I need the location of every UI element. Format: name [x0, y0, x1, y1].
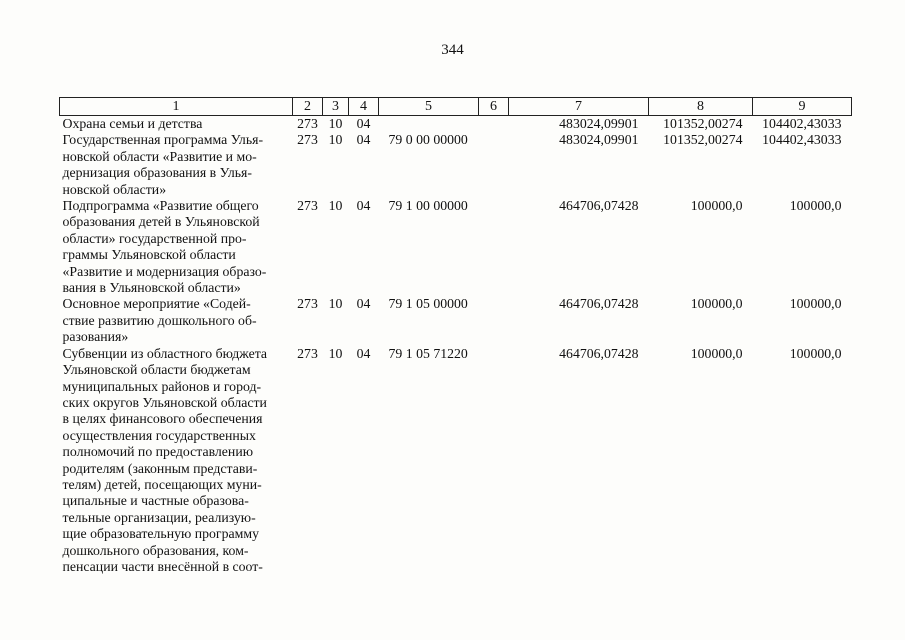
ministry-code-cell: 273 — [297, 116, 318, 131]
item-name-cell — [60, 296, 293, 345]
amount-col8-cell: 100000,0 — [690, 345, 743, 361]
amount-col7-cell: 483024,09901 — [559, 132, 639, 148]
item-name-line: Подпрограмма «Развитие общего — [62, 198, 259, 214]
subsection-code-cell: 04 — [356, 345, 371, 361]
amount-col8-cell: 101352,00274 — [663, 116, 743, 131]
column-header: 3 — [323, 98, 349, 116]
expense-type-cell — [479, 346, 509, 576]
item-name-line: осуществления государственных — [62, 427, 256, 443]
amount-col7-cell: 483024,09901 — [559, 116, 639, 131]
table-row — [60, 116, 852, 133]
amount-col9-cell: 100000,0 — [789, 198, 842, 214]
subsection-code-cell: 04 — [356, 116, 371, 131]
item-name-line: Ульяновской области бюджетам — [62, 362, 251, 378]
item-name-line: образования детей в Ульяновской — [62, 214, 260, 230]
item-name-cell — [60, 346, 293, 576]
item-name-line: ствие развитию дошкольного об- — [62, 312, 257, 328]
expense-type-cell — [479, 116, 509, 133]
table-header-row — [60, 98, 852, 116]
item-name-line: родителям (законным представи- — [62, 460, 258, 476]
item-name-line: муниципальных районов и город- — [62, 378, 262, 394]
item-name-line: разования» — [62, 329, 129, 345]
expense-type-cell — [479, 296, 509, 345]
target-article-cell: 79 0 00 00000 — [388, 132, 468, 148]
amount-col9-cell: 100000,0 — [789, 296, 842, 312]
column-header: 6 — [479, 98, 509, 116]
column-header: 7 — [509, 98, 649, 116]
item-name-cell — [60, 132, 293, 198]
amount-col7-cell: 464706,07428 — [559, 345, 639, 361]
item-name-line: новской области» — [62, 181, 167, 197]
section-code-cell: 10 — [328, 345, 343, 361]
table-row — [60, 296, 852, 345]
ministry-code-cell: 273 — [297, 296, 318, 312]
item-name-line: тельные организации, реализую- — [62, 509, 256, 525]
section-code-cell: 10 — [328, 198, 343, 214]
amount-col7-cell: 464706,07428 — [559, 198, 639, 214]
amount-col9-cell: 100000,0 — [789, 345, 842, 361]
item-name-line: щие образовательную программу — [62, 526, 259, 542]
section-code-cell: 10 — [328, 132, 343, 148]
amount-col8-cell: 100000,0 — [690, 296, 743, 312]
item-name-line: телям) детей, посещающих муни- — [62, 476, 262, 492]
item-name-line: дошкольного образования, ком- — [62, 542, 249, 558]
page-number: 344 — [441, 42, 464, 58]
item-name-line: граммы Ульяновской области — [62, 247, 236, 263]
item-name-line: пенсации части внесённой в соот- — [62, 558, 263, 574]
item-name-line: ципальные и частные образова- — [62, 493, 249, 509]
item-name-line: «Развитие и модернизация образо- — [62, 263, 267, 279]
item-name-line: в целях финансового обеспечения — [62, 411, 263, 427]
subsection-code-cell: 04 — [356, 132, 371, 148]
expense-type-cell — [479, 198, 509, 296]
table-row — [60, 346, 852, 576]
item-name-line: дернизация образования в Улья- — [62, 165, 252, 181]
column-header: 1 — [60, 98, 293, 116]
section-code-cell: 10 — [328, 296, 343, 312]
section-code-cell: 10 — [328, 116, 343, 131]
target-article-cell — [379, 116, 479, 133]
budget-table — [59, 97, 852, 575]
item-name-line: Субвенции из областного бюджета — [62, 345, 268, 361]
table-row — [60, 132, 852, 198]
item-name-cell — [60, 198, 293, 296]
table-row — [60, 198, 852, 296]
amount-col8-cell: 101352,00274 — [663, 132, 743, 148]
amount-col9-cell: 104402,43033 — [762, 116, 842, 131]
subsection-code-cell: 04 — [356, 296, 371, 312]
ministry-code-cell: 273 — [297, 345, 318, 361]
item-name-line: Государственная программа Улья- — [62, 132, 264, 148]
target-article-cell: 79 1 05 00000 — [388, 296, 468, 312]
item-name-line: вания в Ульяновской области» — [62, 280, 241, 296]
target-article-cell: 79 1 00 00000 — [388, 198, 468, 214]
column-header: 8 — [649, 98, 753, 116]
item-name-line: новской области «Развитие и мо- — [62, 148, 257, 164]
column-header: 4 — [349, 98, 379, 116]
item-name-line: Охрана семьи и детства — [62, 116, 203, 131]
item-name-line: Основное мероприятие «Содей- — [62, 296, 251, 312]
subsection-code-cell: 04 — [356, 198, 371, 214]
target-article-cell: 79 1 05 71220 — [388, 345, 468, 361]
item-name-line: области» государственной про- — [62, 230, 247, 246]
column-header: 9 — [753, 98, 852, 116]
expense-type-cell — [479, 132, 509, 198]
column-header: 5 — [379, 98, 479, 116]
ministry-code-cell: 273 — [297, 198, 318, 214]
amount-col9-cell: 104402,43033 — [762, 132, 842, 148]
column-header: 2 — [293, 98, 323, 116]
item-name-line: полномочий по предоставлению — [62, 444, 254, 460]
table-body — [60, 116, 852, 576]
item-name-cell — [60, 116, 293, 133]
item-name-line: ских округов Ульяновской области — [62, 394, 267, 410]
amount-col8-cell: 100000,0 — [690, 198, 743, 214]
amount-col7-cell: 464706,07428 — [559, 296, 639, 312]
ministry-code-cell: 273 — [297, 132, 318, 148]
